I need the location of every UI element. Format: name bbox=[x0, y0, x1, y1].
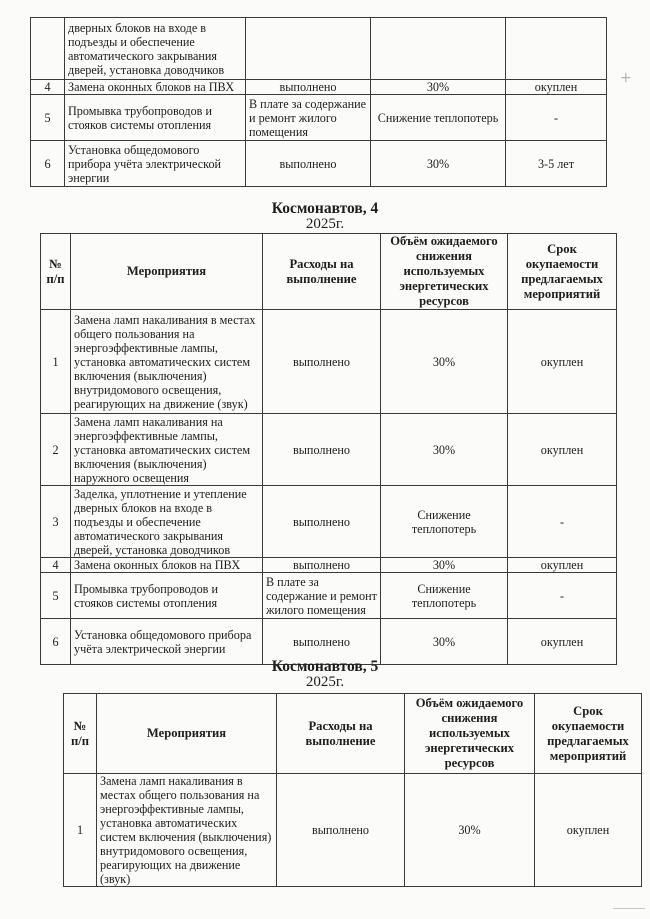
volume-cell: 30% bbox=[371, 141, 506, 187]
payback-cell: окуплен bbox=[508, 558, 617, 573]
measure-cell: Замена ламп накаливания в местах общего пользования на энергоэффективные лампы, установка автоматических систем включения (выключения) внутридомового освещения, реагирующих на движение (звук) bbox=[97, 774, 277, 887]
volume-cell: 30% bbox=[381, 558, 508, 573]
table-row bbox=[31, 80, 607, 95]
table-row bbox=[31, 95, 607, 141]
volume-cell: Снижение теплопотерь bbox=[381, 573, 508, 619]
header-num: № п/п bbox=[41, 234, 71, 310]
header-payback: Срок окупаемости предлагаемых мероприятий bbox=[535, 694, 642, 774]
payback-cell: окуплен bbox=[535, 774, 642, 887]
table-header-row bbox=[41, 234, 617, 310]
section-year: 2025г. bbox=[305, 216, 345, 232]
payback-cell: окуплен bbox=[508, 310, 617, 414]
header-cost: Расходы на выполнение bbox=[263, 234, 381, 310]
row-number: 6 bbox=[31, 141, 65, 187]
row-number: 5 bbox=[41, 573, 71, 619]
header-num: № п/п bbox=[64, 694, 97, 774]
cost-cell: выполнено bbox=[246, 80, 371, 95]
cost-cell: выполнено bbox=[263, 619, 381, 665]
section-heading bbox=[0, 658, 650, 690]
row-number: 1 bbox=[64, 774, 97, 887]
header-cost: Расходы на выполнение bbox=[277, 694, 405, 774]
cost-cell: выполнено bbox=[263, 486, 381, 558]
row-number: 5 bbox=[31, 95, 65, 141]
table-row bbox=[41, 310, 617, 414]
measure-cell: Заделка, уплотнение и утепление дверных блоков на входе в подъезды и обеспечение автоматического закрывания дверей, установка доводчиков bbox=[71, 486, 263, 558]
measure-cell: Замена оконных блоков на ПВХ bbox=[65, 80, 246, 95]
row-number: 4 bbox=[41, 558, 71, 573]
payback-cell: окуплен bbox=[506, 80, 607, 95]
section-title: Космонавтов, 5 bbox=[271, 658, 379, 675]
volume-cell: Снижение теплопотерь bbox=[381, 486, 508, 558]
header-volume: Объём ожидаемого снижения используемых энергетических ресурсов bbox=[381, 234, 508, 310]
measure-cell: Установка общедомового прибора учёта электрической энергии bbox=[71, 619, 263, 665]
scan-plus-mark: + bbox=[620, 70, 632, 86]
row-number: 2 bbox=[41, 414, 71, 486]
payback-cell: - bbox=[508, 486, 617, 558]
cost-cell: выполнено bbox=[246, 141, 371, 187]
table-header-row bbox=[64, 694, 642, 774]
table-continuation bbox=[30, 17, 607, 187]
payback-cell: - bbox=[506, 95, 607, 141]
section-heading bbox=[0, 200, 650, 232]
measures-table-kosmonavtov-4 bbox=[40, 233, 617, 665]
volume-cell bbox=[371, 18, 506, 80]
cost-cell: выполнено bbox=[263, 414, 381, 486]
measures-table-kosmonavtov-5 bbox=[63, 693, 642, 887]
measure-cell: Установка общедомового прибора учёта электрической энергии bbox=[65, 141, 246, 187]
volume-cell: 30% bbox=[381, 414, 508, 486]
cost-cell: В плате за содержание и ремонт жилого помещения bbox=[246, 95, 371, 141]
header-volume: Объём ожидаемого снижения используемых энергетических ресурсов bbox=[405, 694, 535, 774]
volume-cell: 30% bbox=[371, 80, 506, 95]
section-title: Космонавтов, 4 bbox=[271, 200, 379, 217]
header-measure: Мероприятия bbox=[71, 234, 263, 310]
row-number: 6 bbox=[41, 619, 71, 665]
table-row bbox=[41, 486, 617, 558]
measure-cell: Замена ламп накаливания на энергоэффективные лампы, установка автоматических систем включения (выключения) наружного освещения bbox=[71, 414, 263, 486]
row-number: 1 bbox=[41, 310, 71, 414]
payback-cell: - bbox=[508, 573, 617, 619]
header-measure: Мероприятия bbox=[97, 694, 277, 774]
volume-cell: 30% bbox=[381, 619, 508, 665]
payback-cell: окуплен bbox=[508, 414, 617, 486]
row-number: 4 bbox=[31, 80, 65, 95]
payback-cell: окуплен bbox=[508, 619, 617, 665]
section-year: 2025г. bbox=[305, 674, 345, 690]
scan-edge-mark bbox=[613, 908, 645, 909]
table-row bbox=[41, 414, 617, 486]
cost-cell: выполнено bbox=[277, 774, 405, 887]
payback-cell: 3-5 лет bbox=[506, 141, 607, 187]
table-row bbox=[41, 558, 617, 573]
measure-cell: Промывка трубопроводов и стояков системы отопления bbox=[71, 573, 263, 619]
header-payback: Срок окупаемости предлагаемых мероприятий bbox=[508, 234, 617, 310]
measure-cell: Замена оконных блоков на ПВХ bbox=[71, 558, 263, 573]
volume-cell: 30% bbox=[381, 310, 508, 414]
cost-cell: В плате за содержание и ремонт жилого помещения bbox=[263, 573, 381, 619]
measure-cell: дверных блоков на входе в подъезды и обеспечение автоматического закрывания дверей, установка доводчиков bbox=[65, 18, 246, 80]
measure-cell: Промывка трубопроводов и стояков системы отопления bbox=[65, 95, 246, 141]
volume-cell: 30% bbox=[405, 774, 535, 887]
table-row bbox=[31, 18, 607, 80]
payback-cell bbox=[506, 18, 607, 80]
measure-cell: Замена ламп накаливания в местах общего пользования на энергоэффективные лампы, установка автоматических систем включения (выключения) внутридомового освещения, реагирующих на движение (звук) bbox=[71, 310, 263, 414]
cost-cell: выполнено bbox=[263, 310, 381, 414]
row-number bbox=[31, 18, 65, 80]
cost-cell: выполнено bbox=[263, 558, 381, 573]
volume-cell: Снижение теплопотерь bbox=[371, 95, 506, 141]
table-row bbox=[31, 141, 607, 187]
cost-cell bbox=[246, 18, 371, 80]
row-number: 3 bbox=[41, 486, 71, 558]
table-row bbox=[64, 774, 642, 887]
table-row bbox=[41, 573, 617, 619]
